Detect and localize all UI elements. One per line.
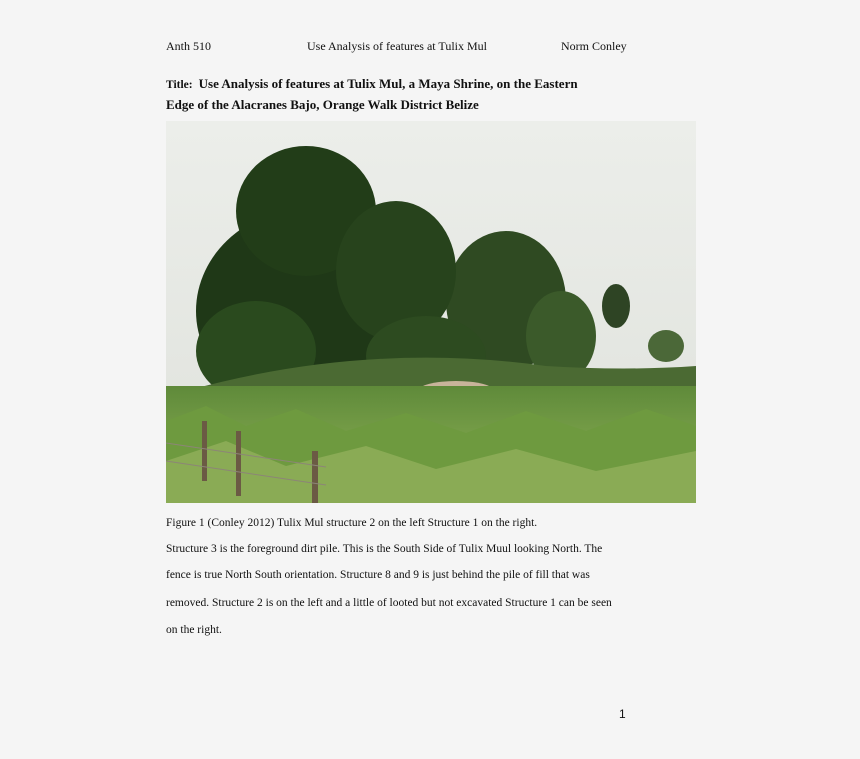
caption-line-3: fence is true North South orientation. Structure 8 and 9 is just behind the pile of fill that was [166, 569, 590, 581]
header-running-title: Use Analysis of features at Tulix Mul [307, 39, 487, 53]
title-line-2: Edge of the Alacranes Bajo, Orange Walk District Belize [166, 97, 479, 112]
header-course: Anth 510 [166, 39, 211, 53]
caption-line-2: Structure 3 is the foreground dirt pile. This is the South Side of Tulix Muul looking North. The [166, 543, 603, 555]
landscape-photo-icon [166, 121, 696, 503]
figure-photo [166, 121, 696, 503]
caption-line-5: on the right. [166, 624, 222, 636]
caption-line-4: removed. Structure 2 is on the left and a little of looted but not excavated Structure 1 can be seen [166, 597, 612, 609]
header-author: Norm Conley [561, 39, 627, 53]
title-line-1: Use Analysis of features at Tulix Mul, a Maya Shrine, on the Eastern [198, 76, 578, 91]
caption-line-1: Figure 1 (Conley 2012) Tulix Mul structure 2 on the left Structure 1 on the right. [166, 517, 538, 529]
page-number: 1 [619, 707, 626, 721]
title-label: Title: [166, 79, 193, 91]
document-title [166, 74, 636, 114]
